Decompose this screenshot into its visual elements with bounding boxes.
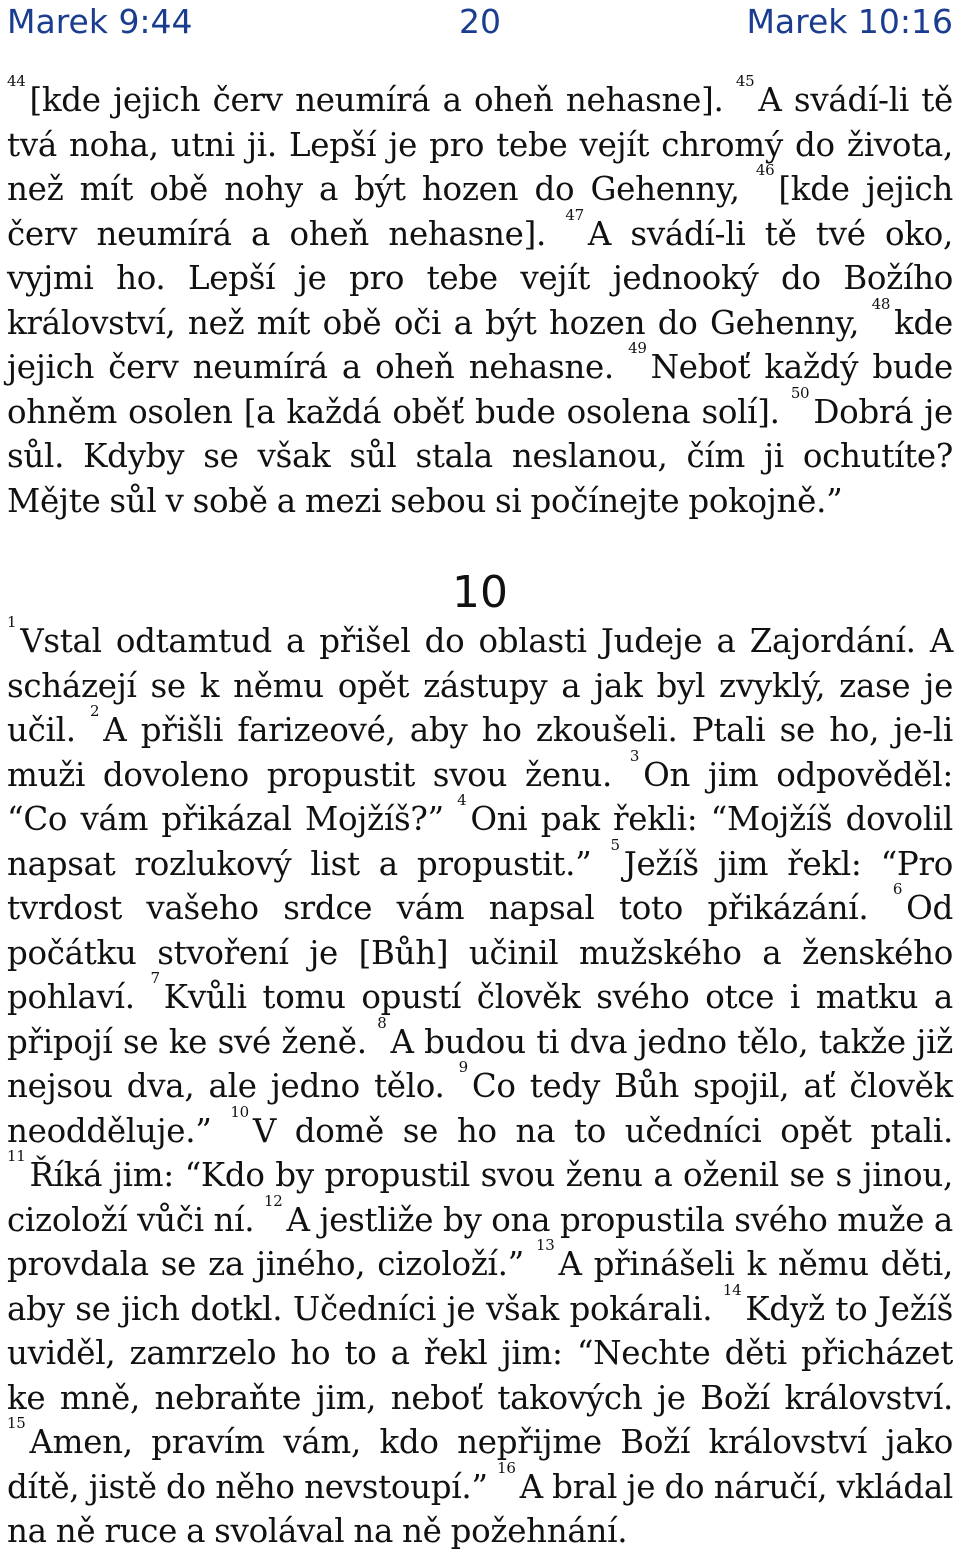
verse-number: 50 bbox=[790, 383, 810, 402]
chapter-9-text bbox=[7, 72, 953, 523]
verse-text: Dobrá je sůl. Kdyby se však sůl stala neslanou, čím ji ochutíte? Mějte sůl v sobě a mezi sebou si počínejte pokojně.” bbox=[7, 392, 953, 520]
verse-text: [kde jejich červ neumírá a oheň nehasne]. bbox=[29, 81, 736, 119]
verse-number: 8 bbox=[377, 1013, 387, 1032]
chapter-10-text bbox=[7, 613, 954, 1554]
verse-text: Říká jim: “Kdo by propustil svou ženu a oženil se s jinou, cizoloží vůči ní. bbox=[7, 1156, 953, 1239]
verse-number: 1 bbox=[7, 613, 17, 631]
verse-text: A budou ti dva jedno tělo, takže již nejsou dva, ale jedno tělo. bbox=[7, 1022, 953, 1105]
verse-number: 11 bbox=[7, 1147, 26, 1165]
verse-text: Když to Ježíš uviděl, zamrzelo ho to a řekl jim: “Nechte děti přicházet ke mně, nebraňte jim, neboť takových je Boží království. bbox=[7, 1289, 953, 1417]
verse-text: Vstal odtamtud a přišel do oblasti Judeje a Zajordání. A scházejí se k němu opět zástupy a jak byl zvyklý, zase je učil. bbox=[7, 622, 953, 749]
verse-number: 12 bbox=[264, 1191, 283, 1210]
verse-text: Oni pak řekli: “Mojžíš dovolil napsat rozlukový list a propustit.” bbox=[7, 800, 953, 883]
verse-number: 48 bbox=[871, 294, 891, 313]
verse-text: Amen, pravím vám, kdo nepřijme Boží království jako dítě, jistě do něho nevstoupí.” bbox=[7, 1423, 953, 1506]
chapter-heading: 10 bbox=[452, 567, 508, 618]
verse-number: 46 bbox=[755, 161, 775, 179]
verse-number: 10 bbox=[230, 1102, 249, 1121]
verse-number: 47 bbox=[565, 205, 584, 224]
verse-text: kde jejich červ neumírá a oheň nehasne. bbox=[7, 303, 953, 386]
verse-number: 6 bbox=[892, 880, 903, 898]
verse-number: 4 bbox=[457, 791, 467, 809]
verse-number: 45 bbox=[735, 72, 755, 90]
verse-number: 16 bbox=[497, 1458, 516, 1477]
header-left-reference: Marek 9:44 bbox=[7, 2, 193, 41]
verse-text: Neboť každý bude ohněm osolen [a každá oběť bude osolena solí]. bbox=[7, 348, 953, 431]
verse-text: A svádí-li tě tvé oko, vyjmi ho. Lepší je pro tebe vejít jednooký do Božího království, než mít obě oči a být hozen do Gehenny, bbox=[7, 214, 953, 342]
verse-text: Ježíš jim řekl: “Pro tvrdost vašeho srdce vám napsal toto přikázání. bbox=[7, 844, 953, 927]
verse-number: 49 bbox=[628, 339, 647, 357]
verse-text: Co tedy Bůh spojil, ať člověk neodděluje.” bbox=[7, 1067, 953, 1150]
verse-number: 2 bbox=[90, 702, 100, 720]
page-number: 20 bbox=[459, 2, 501, 41]
verse-text: Od počátku stvoření je [Bůh] učinil mužského a ženského pohlaví. bbox=[7, 889, 953, 1016]
verse-number: 3 bbox=[629, 746, 640, 765]
verse-number: 44 bbox=[7, 72, 26, 90]
verse-number: 15 bbox=[7, 1414, 26, 1432]
verse-text: [kde jejich červ neumírá a oheň nehasne]. bbox=[7, 170, 953, 253]
running-header bbox=[0, 0, 960, 46]
verse-number: 5 bbox=[610, 835, 620, 854]
header-right-reference: Marek 10:16 bbox=[746, 2, 953, 41]
verse-text: V domě se ho na to učedníci opět ptali. bbox=[252, 1111, 953, 1150]
verse-number: 13 bbox=[535, 1236, 555, 1254]
verse-text: A bral je do náručí, vkládal na ně ruce a svolával na ně požehnání. bbox=[7, 1467, 954, 1550]
verse-text: A přinášeli k němu děti, aby se jich dotkl. Učedníci je však pokárali. bbox=[7, 1245, 953, 1328]
verse-number: 7 bbox=[150, 969, 160, 987]
verse-text: A jestliže by ona propustila svého muže a provdala se za jiného, cizoloží.” bbox=[7, 1200, 953, 1283]
verse-text: A přišli farizeové, aby ho zkoušeli. Ptali se ho, je-li muži dovoleno propustit svou ženu. bbox=[7, 711, 953, 794]
verse-text: Kvůli tomu opustí člověk svého otce i matku a připojí se ke své ženě. bbox=[7, 978, 953, 1061]
verse-number: 9 bbox=[458, 1058, 468, 1076]
verse-number: 14 bbox=[722, 1280, 742, 1299]
verse-text: A svádí-li tě tvá noha, utni ji. Lepší je pro tebe vejít chromý do života, než mít obě nohy a být hozen do Gehenny, bbox=[7, 81, 953, 208]
verse-text: On jim odpověděl: “Co vám přikázal Mojžíš?” bbox=[7, 755, 953, 838]
